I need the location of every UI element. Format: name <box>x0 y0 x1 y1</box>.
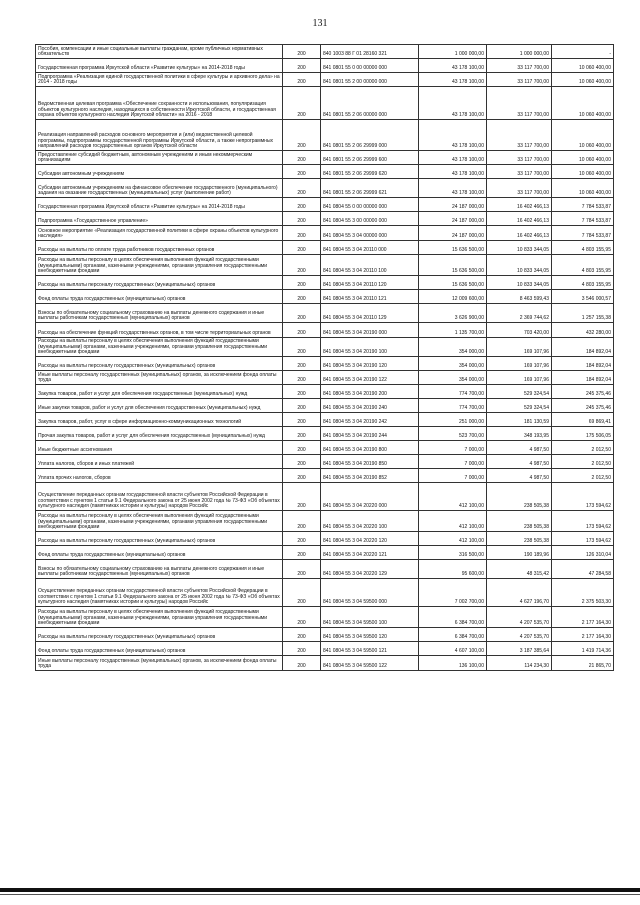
row-planned: 43 178 100,00 <box>419 73 487 87</box>
row-planned: 24 187 000,00 <box>419 212 487 226</box>
row-classification: 841 0801 55 0 00 00000 000 <box>321 59 419 73</box>
row-name: Уплата налогов, сборов и иных платежей <box>36 455 283 469</box>
row-remaining: 184 892,04 <box>552 338 614 357</box>
table-row <box>36 427 614 441</box>
bottom-rule <box>0 888 640 892</box>
row-code: 200 <box>283 469 321 483</box>
row-planned: 43 178 100,00 <box>419 151 487 165</box>
row-executed: 8 463 599,43 <box>487 290 552 304</box>
row-executed: 10 833 344,05 <box>487 241 552 255</box>
row-executed: 33 117 700,00 <box>487 59 552 73</box>
row-code: 200 <box>283 212 321 226</box>
row-executed: 169 107,96 <box>487 357 552 371</box>
row-name: Иные выплаты персоналу государственных (муниципальных) органов, за исключением фонда оплаты труда <box>36 656 283 671</box>
row-classification: 841 0804 55 3 04 20220 121 <box>321 546 419 560</box>
row-planned: 7 002 700,00 <box>419 579 487 607</box>
row-classification: 841 0801 55 2 06 29999 600 <box>321 151 419 165</box>
row-name: Расходы на обеспечение функций государственных органов, в том числе территориальных органов <box>36 323 283 338</box>
row-remaining: 2 012,50 <box>552 455 614 469</box>
row-name: Уплата прочих налогов, сборов <box>36 469 283 483</box>
row-remaining: 10 060 400,00 <box>552 120 614 151</box>
row-classification: 841 0801 55 2 06 29999 621 <box>321 179 419 198</box>
row-planned: 354 000,00 <box>419 338 487 357</box>
row-planned: 1 000 000,00 <box>419 45 487 59</box>
row-name: Осуществление переданных органам государственной власти субъектов Российской Федерации в соответствии с пунктом 1 статьи 9.1 Федерального закона от 25 июня 2002 года № 73-ФЗ «Об объектах культурного наследия (памятниках истории и культуры) народов Российс <box>36 579 283 607</box>
row-planned: 43 178 100,00 <box>419 87 487 120</box>
row-name: Подпрограмма «Государственное управление» <box>36 212 283 226</box>
row-planned: 412 100,00 <box>419 511 487 532</box>
table-body <box>36 45 614 671</box>
row-code: 200 <box>283 59 321 73</box>
row-code: 200 <box>283 241 321 255</box>
row-executed: 10 833 344,05 <box>487 255 552 276</box>
row-name: Расходы на выплаты персоналу в целях обеспечения выполнения функций государственными (муниципальными) органами, казенными учреждениями, органами управления государственными внебюджетными фондами <box>36 607 283 628</box>
row-name: Иные бюджетные ассигнования <box>36 441 283 455</box>
table-row <box>36 304 614 323</box>
row-name: Взносы по обязательному социальному страхованию на выплаты денежного содержания и иные выплаты работникам государственных (муниципальных) органов <box>36 304 283 323</box>
table-row <box>36 276 614 290</box>
row-classification: 841 0801 55 2 06 29999 000 <box>321 120 419 151</box>
table-row <box>36 532 614 546</box>
row-planned: 43 178 100,00 <box>419 179 487 198</box>
row-code: 200 <box>283 198 321 212</box>
row-executed: 33 117 700,00 <box>487 73 552 87</box>
row-code: 200 <box>283 560 321 579</box>
row-classification: 841 0804 55 3 04 20190 240 <box>321 399 419 413</box>
row-remaining: 69 869,41 <box>552 413 614 427</box>
row-name: Осуществление переданных органам государственной власти субъектов Российской Федерации в соответствии с пунктом 1 статьи 9.1 Федерального закона от 25 июня 2002 года № 73-ФЗ «Об объектах культурного наследия (памятниках истории и культуры) народов Российс <box>36 483 283 511</box>
row-remaining: 2 375 503,30 <box>552 579 614 607</box>
row-classification: 841 0804 55 3 04 20220 000 <box>321 483 419 511</box>
row-remaining: 3 546 000,57 <box>552 290 614 304</box>
row-code: 200 <box>283 607 321 628</box>
row-remaining: 10 060 400,00 <box>552 59 614 73</box>
row-executed: 190 189,96 <box>487 546 552 560</box>
row-classification: 841 0804 55 3 04 20190 200 <box>321 385 419 399</box>
table-row <box>36 241 614 255</box>
row-planned: 523 700,00 <box>419 427 487 441</box>
row-executed: 348 193,95 <box>487 427 552 441</box>
row-code: 200 <box>283 483 321 511</box>
row-code: 200 <box>283 338 321 357</box>
row-classification: 841 0804 55 3 04 20190 100 <box>321 338 419 357</box>
table-row <box>36 151 614 165</box>
row-remaining: 7 784 533,87 <box>552 198 614 212</box>
row-remaining: 21 865,70 <box>552 656 614 671</box>
row-code: 200 <box>283 255 321 276</box>
row-classification: 841 0804 55 3 04 20220 100 <box>321 511 419 532</box>
row-name: Пособия, компенсации и иные социальные выплаты гражданам, кроме публичных нормативных обязательств <box>36 45 283 59</box>
row-remaining: 173 594,62 <box>552 511 614 532</box>
row-classification: 841 0804 55 3 04 20190 000 <box>321 323 419 338</box>
row-code: 200 <box>283 226 321 241</box>
row-code: 200 <box>283 656 321 671</box>
row-remaining: 173 594,62 <box>552 483 614 511</box>
row-code: 200 <box>283 323 321 338</box>
row-executed: 3 187 385,64 <box>487 642 552 656</box>
table-row <box>36 212 614 226</box>
row-executed: 181 130,59 <box>487 413 552 427</box>
row-remaining: 1 419 714,36 <box>552 642 614 656</box>
row-classification: 841 0804 55 3 04 59500 100 <box>321 607 419 628</box>
row-planned: 354 000,00 <box>419 357 487 371</box>
row-name: Иные выплаты персоналу государственных (муниципальных) органов, за исключением фонда оплаты труда <box>36 371 283 385</box>
row-name: Субсидии автономным учреждениям на финансовое обеспечение государственного (муниципального) задания на оказание государственных (муниципальных) услуг (выполнение работ) <box>36 179 283 198</box>
row-classification: 841 0804 55 3 04 20110 120 <box>321 276 419 290</box>
row-planned: 43 178 100,00 <box>419 59 487 73</box>
page-number: 131 <box>312 18 328 29</box>
row-name: Расходы на выплаты персоналу в целях обеспечения выполнения функций государственными (муниципальными) органами, казенными учреждениями, органами управления государственными внебюджетными фондами <box>36 338 283 357</box>
row-remaining: - <box>552 45 614 59</box>
row-planned: 6 384 700,00 <box>419 628 487 642</box>
row-executed: 4 987,50 <box>487 441 552 455</box>
table-row <box>36 87 614 120</box>
row-code: 200 <box>283 151 321 165</box>
row-planned: 24 187 000,00 <box>419 198 487 212</box>
table-row <box>36 290 614 304</box>
row-executed: 48 315,42 <box>487 560 552 579</box>
row-remaining: 2 012,50 <box>552 441 614 455</box>
table-row <box>36 546 614 560</box>
row-executed: 1 000 000,00 <box>487 45 552 59</box>
row-code: 200 <box>283 45 321 59</box>
row-planned: 774 700,00 <box>419 399 487 413</box>
row-executed: 238 505,38 <box>487 511 552 532</box>
row-classification: 841 0804 55 3 04 20190 242 <box>321 413 419 427</box>
row-name: Закупка товаров, работ и услуг для обеспечения государственных (муниципальных) нужд <box>36 385 283 399</box>
row-name: Предоставление субсидий бюджетным, автономным учреждениям и иным некоммерческим организациям <box>36 151 283 165</box>
row-name: Реализация направлений расходов основного мероприятия и (или) ведомственной целевой программы, подпрограммы государственной программы Иркутской области, а также непрограммных направлений расходов государственных органов Иркутской области <box>36 120 283 151</box>
row-planned: 4 607 100,00 <box>419 642 487 656</box>
row-code: 200 <box>283 179 321 198</box>
row-planned: 251 000,00 <box>419 413 487 427</box>
row-classification: 841 0801 55 2 06 29999 620 <box>321 165 419 179</box>
row-remaining: 10 060 400,00 <box>552 87 614 120</box>
table-row <box>36 165 614 179</box>
table-row <box>36 45 614 59</box>
row-remaining: 184 892,04 <box>552 371 614 385</box>
row-remaining: 2 177 164,30 <box>552 628 614 642</box>
row-executed: 529 324,54 <box>487 385 552 399</box>
row-remaining: 4 803 155,95 <box>552 241 614 255</box>
row-executed: 114 234,30 <box>487 656 552 671</box>
table-row <box>36 455 614 469</box>
row-code: 200 <box>283 399 321 413</box>
table-row <box>36 469 614 483</box>
row-remaining: 7 784 533,87 <box>552 212 614 226</box>
row-code: 200 <box>283 165 321 179</box>
row-planned: 6 384 700,00 <box>419 607 487 628</box>
row-classification: 840 1003 88 Г 01 28160 321 <box>321 45 419 59</box>
row-executed: 169 107,96 <box>487 338 552 357</box>
row-executed: 33 117 700,00 <box>487 165 552 179</box>
row-remaining: 47 284,58 <box>552 560 614 579</box>
table-row <box>36 371 614 385</box>
row-remaining: 4 803 155,95 <box>552 255 614 276</box>
row-planned: 15 636 500,00 <box>419 276 487 290</box>
row-classification: 841 0804 55 3 04 20220 129 <box>321 560 419 579</box>
row-remaining: 173 594,62 <box>552 532 614 546</box>
budget-execution-table <box>35 44 614 671</box>
row-classification: 841 0801 55 2 00 00000 000 <box>321 73 419 87</box>
row-executed: 238 505,38 <box>487 483 552 511</box>
table-row <box>36 226 614 241</box>
row-classification: 841 0804 55 3 04 59500 000 <box>321 579 419 607</box>
table-row <box>36 323 614 338</box>
row-planned: 354 000,00 <box>419 371 487 385</box>
row-name: Государственная программа Иркутской области «Развитие культуры» на 2014-2018 годы <box>36 59 283 73</box>
table-row <box>36 73 614 87</box>
table-row <box>36 399 614 413</box>
row-name: Расходы на выплаты по оплате труда работников государственных органов <box>36 241 283 255</box>
row-classification: 841 0804 55 3 04 20190 800 <box>321 441 419 455</box>
row-executed: 703 420,00 <box>487 323 552 338</box>
row-code: 200 <box>283 385 321 399</box>
row-classification: 841 0804 55 3 04 59500 121 <box>321 642 419 656</box>
row-classification: 841 0804 55 3 04 20110 121 <box>321 290 419 304</box>
row-classification: 841 0804 55 3 00 00000 000 <box>321 212 419 226</box>
row-executed: 33 117 700,00 <box>487 120 552 151</box>
row-planned: 12 009 600,00 <box>419 290 487 304</box>
row-remaining: 2 177 164,30 <box>552 607 614 628</box>
row-classification: 841 0804 55 3 04 59500 120 <box>321 628 419 642</box>
row-name: Иные закупки товаров, работ и услуг для обеспечения государственных (муниципальных) нужд <box>36 399 283 413</box>
row-code: 200 <box>283 427 321 441</box>
table-row <box>36 607 614 628</box>
row-name: Ведомственная целевая программа «Обеспечение сохранности и использования, популяризация объектов культурного наследия, находящихся в собственности Иркутской области, и государственная охрана объектов культурного наследия Иркутской области» на 2016 - 2018 <box>36 87 283 120</box>
row-name: Государственная программа Иркутской области «Развитие культуры» на 2014-2018 годы <box>36 198 283 212</box>
row-classification: 841 0804 55 3 04 59500 122 <box>321 656 419 671</box>
row-executed: 529 324,54 <box>487 399 552 413</box>
row-code: 200 <box>283 304 321 323</box>
row-classification: 841 0804 55 3 04 20190 244 <box>321 427 419 441</box>
row-remaining: 175 506,05 <box>552 427 614 441</box>
row-remaining: 245 375,46 <box>552 385 614 399</box>
row-remaining: 2 012,50 <box>552 469 614 483</box>
row-planned: 7 000,00 <box>419 441 487 455</box>
row-code: 200 <box>283 73 321 87</box>
row-executed: 169 107,96 <box>487 371 552 385</box>
row-remaining: 245 375,46 <box>552 399 614 413</box>
row-remaining: 432 280,00 <box>552 323 614 338</box>
row-code: 200 <box>283 441 321 455</box>
row-name: Закупка товаров, работ, услуг в сфере информационно-коммуникационных технологий <box>36 413 283 427</box>
row-name: Расходы на выплаты персоналу государственных (муниципальных) органов <box>36 628 283 642</box>
row-classification: 841 0804 55 3 04 20190 850 <box>321 455 419 469</box>
row-planned: 7 000,00 <box>419 469 487 483</box>
row-executed: 16 402 466,13 <box>487 198 552 212</box>
table-row <box>36 59 614 73</box>
row-code: 200 <box>283 87 321 120</box>
row-name: Взносы по обязательному социальному страхованию на выплаты денежного содержания и иные выплаты работникам государственных (муниципальных) органов <box>36 560 283 579</box>
table-row <box>36 179 614 198</box>
row-executed: 16 402 466,13 <box>487 212 552 226</box>
row-remaining: 7 784 533,87 <box>552 226 614 241</box>
row-executed: 10 833 344,05 <box>487 276 552 290</box>
row-planned: 15 636 500,00 <box>419 241 487 255</box>
row-remaining: 126 310,04 <box>552 546 614 560</box>
row-classification: 841 0804 55 3 04 20190 852 <box>321 469 419 483</box>
row-name: Субсидии автономным учреждениям <box>36 165 283 179</box>
row-name: Расходы на выплаты персоналу государственных (муниципальных) органов <box>36 357 283 371</box>
table-row <box>36 413 614 427</box>
table-row <box>36 579 614 607</box>
table-row <box>36 656 614 671</box>
row-classification: 841 0804 55 0 00 00000 000 <box>321 198 419 212</box>
row-code: 200 <box>283 455 321 469</box>
row-executed: 238 505,38 <box>487 532 552 546</box>
row-planned: 412 100,00 <box>419 483 487 511</box>
row-name: Расходы на выплаты персоналу в целях обеспечения выполнения функций государственными (муниципальными) органами, казенными учреждениями, органами управления государственными внебюджетными фондами <box>36 511 283 532</box>
row-planned: 412 100,00 <box>419 532 487 546</box>
row-remaining: 4 803 155,95 <box>552 276 614 290</box>
table-row <box>36 441 614 455</box>
row-classification: 841 0804 55 3 04 20110 129 <box>321 304 419 323</box>
row-code: 200 <box>283 120 321 151</box>
table-row <box>36 628 614 642</box>
table-row <box>36 385 614 399</box>
row-executed: 33 117 700,00 <box>487 179 552 198</box>
row-executed: 16 402 466,13 <box>487 226 552 241</box>
row-remaining: 10 060 400,00 <box>552 165 614 179</box>
row-executed: 4 987,50 <box>487 455 552 469</box>
table-row <box>36 120 614 151</box>
row-classification: 841 0804 55 3 04 20110 000 <box>321 241 419 255</box>
row-executed: 4 207 535,70 <box>487 628 552 642</box>
row-executed: 33 117 700,00 <box>487 151 552 165</box>
table-row <box>36 255 614 276</box>
row-name: Фонд оплаты труда государственных (муниципальных) органов <box>36 546 283 560</box>
bottom-rule-thin <box>0 894 640 895</box>
row-remaining: 10 060 400,00 <box>552 151 614 165</box>
row-code: 200 <box>283 413 321 427</box>
row-name: Расходы на выплаты персоналу государственных (муниципальных) органов <box>36 276 283 290</box>
row-name: Прочая закупка товаров, работ и услуг для обеспечения государственных (муниципальных) нужд <box>36 427 283 441</box>
row-code: 200 <box>283 628 321 642</box>
table-row <box>36 560 614 579</box>
row-code: 200 <box>283 546 321 560</box>
row-planned: 3 626 900,00 <box>419 304 487 323</box>
row-classification: 841 0804 55 3 04 20190 120 <box>321 357 419 371</box>
row-executed: 33 117 700,00 <box>487 87 552 120</box>
table-row <box>36 198 614 212</box>
row-planned: 7 000,00 <box>419 455 487 469</box>
row-planned: 43 178 100,00 <box>419 120 487 151</box>
row-planned: 95 600,00 <box>419 560 487 579</box>
row-planned: 24 187 000,00 <box>419 226 487 241</box>
row-planned: 136 100,00 <box>419 656 487 671</box>
row-remaining: 10 060 400,00 <box>552 73 614 87</box>
row-remaining: 1 257 155,38 <box>552 304 614 323</box>
row-planned: 43 178 100,00 <box>419 165 487 179</box>
row-planned: 316 500,00 <box>419 546 487 560</box>
row-name: Подпрограмма «Реализация единой государственной политики в сфере культуры и архивного дела» на 2014 - 2018 годы <box>36 73 283 87</box>
row-classification: 841 0804 55 3 04 20220 120 <box>321 532 419 546</box>
row-code: 200 <box>283 276 321 290</box>
row-name: Фонд оплаты труда государственных (муниципальных) органов <box>36 642 283 656</box>
row-classification: 841 0801 55 2 06 00000 000 <box>321 87 419 120</box>
row-executed: 4 987,50 <box>487 469 552 483</box>
row-planned: 1 135 700,00 <box>419 323 487 338</box>
row-name: Расходы на выплаты персоналу в целях обеспечения выполнения функций государственными (муниципальными) органами, казенными учреждениями, органами управления государственными внебюджетными фондами <box>36 255 283 276</box>
row-classification: 841 0804 55 3 04 00000 000 <box>321 226 419 241</box>
row-code: 200 <box>283 532 321 546</box>
table-row <box>36 357 614 371</box>
row-name: Расходы на выплаты персоналу государственных (муниципальных) органов <box>36 532 283 546</box>
row-code: 200 <box>283 642 321 656</box>
row-remaining: 184 892,04 <box>552 357 614 371</box>
row-classification: 841 0804 55 3 04 20190 122 <box>321 371 419 385</box>
row-remaining: 10 060 400,00 <box>552 179 614 198</box>
row-name: Фонд оплаты труда государственных (муниципальных) органов <box>36 290 283 304</box>
table-row <box>36 642 614 656</box>
row-code: 200 <box>283 357 321 371</box>
row-code: 200 <box>283 290 321 304</box>
row-classification: 841 0804 55 3 04 20110 100 <box>321 255 419 276</box>
row-code: 200 <box>283 371 321 385</box>
row-code: 200 <box>283 579 321 607</box>
row-planned: 774 700,00 <box>419 385 487 399</box>
table-row <box>36 483 614 511</box>
row-code: 200 <box>283 511 321 532</box>
row-planned: 15 636 500,00 <box>419 255 487 276</box>
table-row <box>36 338 614 357</box>
row-executed: 4 627 196,70 <box>487 579 552 607</box>
row-name: Основное мероприятие «Реализация государственной политики в сфере охраны объектов культурного наследия» <box>36 226 283 241</box>
row-executed: 4 207 535,70 <box>487 607 552 628</box>
row-executed: 2 369 744,62 <box>487 304 552 323</box>
table-row <box>36 511 614 532</box>
